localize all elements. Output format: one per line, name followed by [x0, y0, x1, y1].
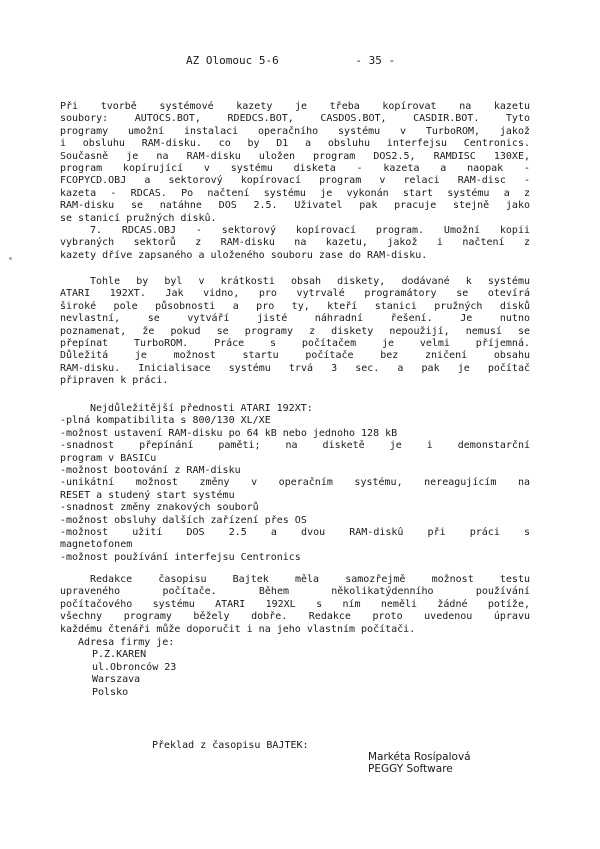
text-line: RAM-disku. Inicialisace systému trvá 3 sec. a pak je počítač — [60, 362, 530, 374]
paragraph-2 — [60, 276, 530, 388]
text-line: všechny programy běžely dobře. Redakce proto uvedenou úpravu — [60, 611, 530, 623]
list-item: -možnost obsluhy dalších zařízení přes OS — [60, 514, 307, 526]
text-line: široké pole působnosti a pro ty, kteří stanici pružných disků — [60, 300, 530, 312]
text-line: i obsluhu RAM-disku. co by D1 a obsluhu interfejsu Centronics. — [60, 138, 530, 150]
text-line: připraven k práci. — [60, 375, 169, 387]
address-line: Warszava — [92, 674, 141, 686]
text-line: Tohle by byl v krátkosti obsah diskety, dodávané k systému — [90, 276, 530, 287]
text-line: kazeta - RDCAS. Po načtení systému je vykonán start systému a z — [60, 187, 530, 199]
list-item: -možnost užití DOS 2.5 a dvou RAM-diskû při práci s — [60, 526, 530, 538]
translation-note — [152, 740, 309, 752]
text-line: Současně je na RAM-disku uložen program DOS2.5, RAMDISC 130XE, — [60, 150, 530, 162]
list-item: -možnost používání interfejsu Centronics — [60, 551, 301, 563]
list-item: -plná kompatibilita s 800/130 XL/XE — [60, 415, 271, 427]
signature-block — [368, 751, 471, 776]
text-line: program kopírující v systému disketa - kazeta a naopak - — [60, 162, 530, 174]
list-heading: Nejdůležitější přednosti ATARI 192XT: — [90, 403, 313, 414]
text-line: počítačového systému ATARI 192XL s ním neměli žádné potíže, — [60, 598, 530, 610]
list-item: magnetofonem — [60, 539, 133, 551]
page-header — [186, 55, 395, 67]
text-line: vybraných sektorů z RAM-disku na kazetu, jakož i načtení z — [60, 237, 530, 249]
text-line: poznamenat, že pokud se programy z diskety nepoužijí, nemusí se — [60, 325, 530, 337]
text-line: 7. RDCAS.OBJ - sektorový kopírovací program. Umožní kopii — [90, 224, 530, 236]
address-line: ul.Obronców 23 — [92, 661, 177, 673]
text-line: Redakce časopisu Bajtek měla samozřejmě možnost testu — [90, 574, 530, 585]
list-item: -snadnost změny znakových souborů — [60, 502, 259, 514]
text-line: přepínat TurboROM. Práce s počítačem je velmi příjemná. — [60, 337, 530, 349]
scan-speck — [9, 257, 12, 260]
paragraph-4 — [60, 574, 530, 636]
text-line: ATARI 192XT. Jak vidno, pro vytrvalé programátory se otevírá — [60, 288, 530, 300]
text-line: kazety dříve zapsaného a uloženého souboru zase do RAM-disku. — [60, 249, 428, 261]
text-line: FCOPYCD.OBJ a sektorový kopírovací program v relaci RAM-disc - — [60, 175, 530, 187]
text-line: nevlastní, se vytváří jisté náhradní řešení. Je nutno — [60, 313, 530, 325]
text-line: programy umožní instalaci operačního systému v TurboROM, jakož — [60, 125, 530, 137]
list-item: program v BASICu — [60, 452, 157, 464]
list-item: -možnost ustavení RAM-disku po 64 kB nebo jednoho 128 kB — [60, 427, 398, 439]
page-number: - 35 - — [355, 54, 396, 67]
text-line: Při tvorbě systémové kazety je třeba kopírovat na kazetu — [60, 101, 530, 112]
features-list — [60, 403, 530, 564]
text-line: se stanicí pružných diskû. — [60, 212, 217, 224]
author-name: Markéta Rosípalová — [368, 751, 471, 763]
address-block — [78, 637, 176, 699]
text-line: každému čtenáři může doporučit i na jeho vlastním počítači. — [60, 623, 416, 635]
address-label: Adresa firmy je: — [78, 637, 175, 648]
paragraph-1 — [60, 101, 530, 262]
text-line: Důležitá je možnost startu počítače bez zničení obsahu — [60, 350, 530, 362]
text-line: upraveného počítače. Během několikatýdenního používání — [60, 586, 530, 598]
list-item: RESET a studený start systému — [60, 489, 235, 501]
header-title: AZ Olomouc 5-6 — [186, 54, 279, 67]
text-line: RAM-disku se natáhne DOS 2.5. Uživatel pak pracuje stejně jako — [60, 200, 530, 212]
address-line: P.Z.KAREN — [92, 649, 147, 661]
list-item: -možnost bootování z RAM-disku — [60, 464, 241, 476]
list-item: -snadnost přepínání paměti; na disketě je i demonstarční — [60, 440, 530, 452]
translation-text: Překlad z časopisu BAJTEK: — [152, 740, 309, 751]
list-item: -unikátní možnost změny v operačním systému, nereagujícím na — [60, 477, 530, 489]
author-company: PEGGY Software — [368, 763, 453, 776]
text-line: soubory: AUTOCS.BOT, RDEDCS.BOT, CASDOS.BOT, CASDIR.BOT. Tyto — [60, 113, 530, 125]
address-line: Polsko — [92, 686, 129, 698]
